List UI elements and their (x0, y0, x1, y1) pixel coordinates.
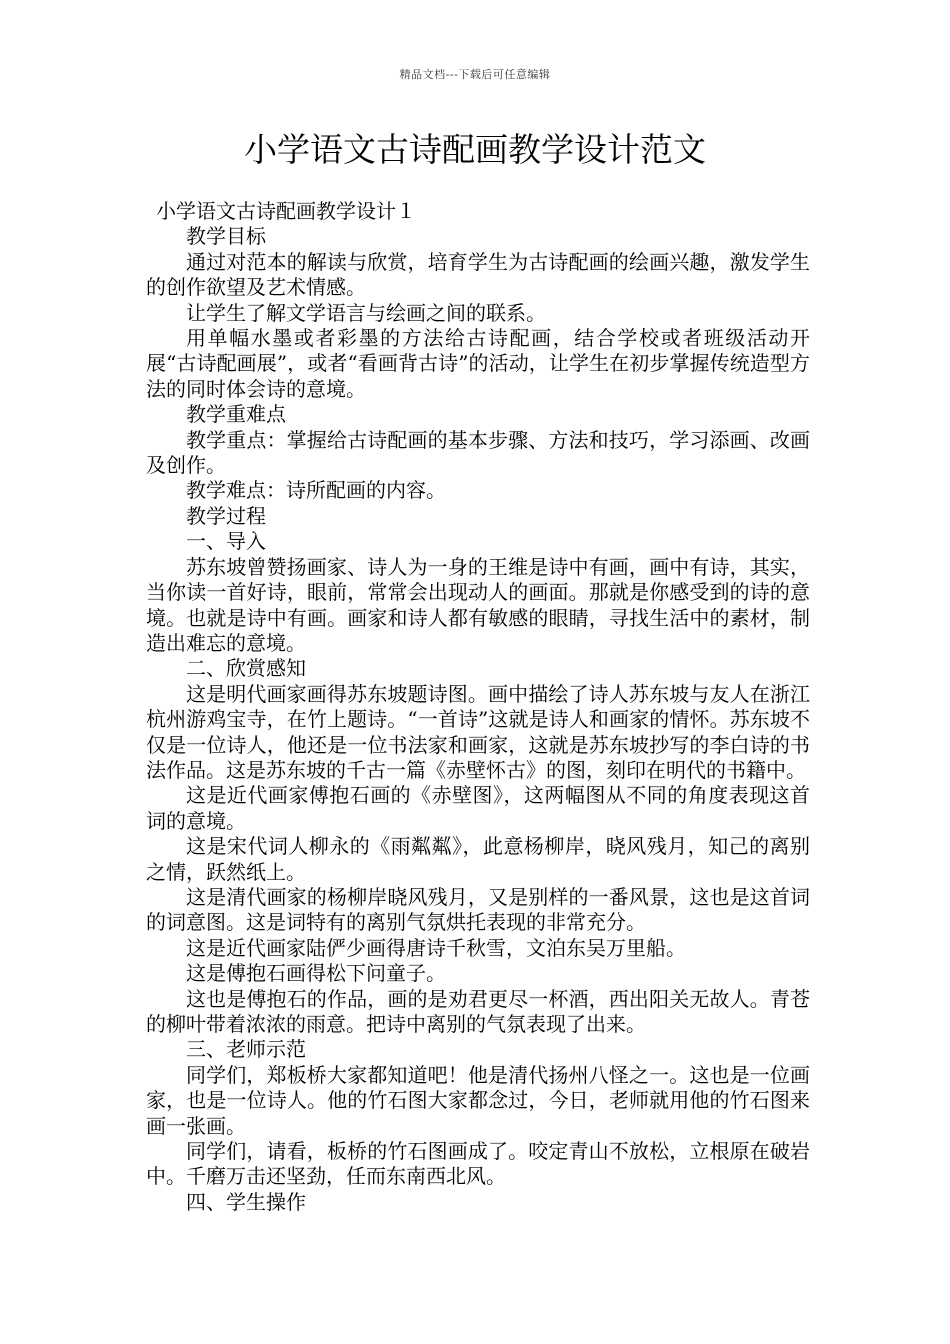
paragraph: 这是近代画家傅抱石画的《赤壁图》，这两幅图从不同的角度表现这首词的意境。 (146, 783, 810, 833)
paragraph: 教学难点：诗所配画的内容。 (186, 478, 446, 503)
paragraph: 让学生了解文学语言与绘画之间的联系。 (186, 300, 546, 325)
heading-introduction: 一、导入 (186, 529, 266, 554)
heading-key-difficulties: 教学重难点 (186, 402, 286, 427)
section-subtitle: 小学语文古诗配画教学设计１ (156, 199, 416, 223)
heading-teaching-process: 教学过程 (186, 503, 266, 528)
paragraph: 这是清代画家的杨柳岸晓风残月，又是别样的一番风景，这也是这首词的词意图。这是词特有的离别气氛烘托表现的非常充分。 (146, 884, 810, 935)
heading-appreciation: 二、欣赏感知 (186, 656, 306, 681)
heading-teaching-goals: 教学目标 (186, 224, 266, 249)
header-note: 精品文档---下载后可任意编辑 (399, 68, 551, 81)
heading-teacher-demo: 三、老师示范 (186, 1037, 306, 1062)
paragraph: 这是傅抱石画得松下问童子。 (186, 961, 446, 986)
document-body (146, 199, 810, 1215)
heading-student-practice: 四、学生操作 (186, 1189, 306, 1214)
paragraph: 这是宋代词人柳永的《雨粼粼》，此意杨柳岸，晓风残月，知己的离别之情，跃然纸上。 (146, 834, 810, 884)
paragraph: 苏东坡曾赞扬画家、诗人为一身的王维是诗中有画，画中有诗，其实，当你读一首好诗，眼前，常常会出现动人的画面。那就是你感受到的诗的意境。也就是诗中有画。画家和诗人都有敏感的眼睛，寻找生活中的素材，制造出难忘的意境。 (146, 554, 810, 655)
paragraph: 这也是傅抱石的作品，画的是劝君更尽一杯酒，西出阳关无故人。青苍的柳叶带着浓浓的雨意。把诗中离别的气氛表现了出来。 (146, 986, 810, 1036)
paragraph: 同学们，请看，板桥的竹石图画成了。咬定青山不放松，立根原在破岩中。千磨万击还坚劲，任而东南西北风。 (146, 1139, 810, 1189)
paragraph: 这是明代画家画得苏东坡题诗图。画中描绘了诗人苏东坡与友人在浙江杭州游鸡宝寺，在竹上题诗。“一首诗”这就是诗人和画家的情怀。苏东坡不仅是一位诗人，他还是一位书法家和画家，这就是苏东坡抄写的李白诗的书法作品。这是苏东坡的千古一篇《赤壁怀古》的图，刻印在明代的书籍中。 (146, 681, 810, 782)
page-title: 小学语文古诗配画教学设计范文 (244, 130, 706, 169)
paragraph: 同学们，郑板桥大家都知道吧！他是清代扬州八怪之一。这也是一位画家，也是一位诗人。他的竹石图大家都念过，今日，老师就用他的竹石图来画一张画。 (146, 1062, 810, 1138)
paragraph: 用单幅水墨或者彩墨的方法给古诗配画，结合学校或者班级活动开展“古诗配画展”，或者“看画背古诗”的活动，让学生在初步掌握传统造型方法的同时体会诗的意境。 (146, 326, 810, 401)
paragraph: 通过对范本的解读与欣赏，培育学生为古诗配画的绘画兴趣，激发学生的创作欲望及艺术情感。 (146, 249, 810, 300)
paragraph: 教学重点：掌握给古诗配画的基本步骤、方法和技巧，学习添画、改画及创作。 (146, 427, 810, 478)
paragraph: 这是近代画家陆俨少画得唐诗千秋雪，文泊东吴万里船。 (186, 935, 686, 960)
